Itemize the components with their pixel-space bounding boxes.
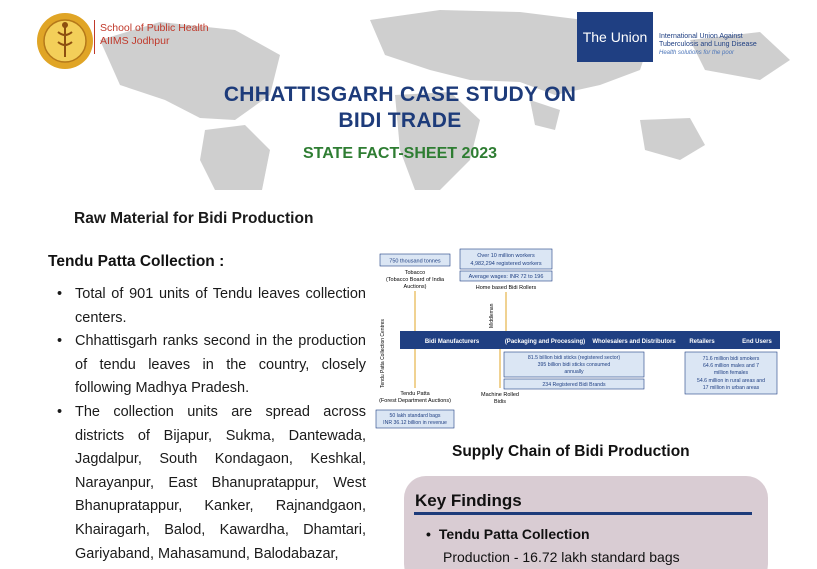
stage-manufacturers: Bidi Manufacturers xyxy=(424,339,480,345)
registered-brands: 234 Registered Bidi Brands xyxy=(542,382,606,388)
tendu-patta-label: Tendu Patta xyxy=(400,391,430,397)
header-banner xyxy=(0,0,817,190)
stage-end-users: End Users xyxy=(742,339,772,345)
machine-rolled-label: Machine Rolled xyxy=(481,392,519,398)
machine-rolled-label: Bidis xyxy=(494,399,506,405)
the-union-fullname xyxy=(659,33,789,57)
bullet-list xyxy=(54,283,366,566)
org-divider xyxy=(94,20,95,54)
bullet-item: • The collection units are spread across districts of Bijapur, Sukma, Dantewada, Jagdalpur, South Kondagaon, Keshkal, Narayanpur, East Bhanupratappur, West Bhanupratappur, Kanker, Rajnandgaon, Khairagarh, Balod, Kawardha, Dhamtari, Gariyaband, Mahasamund, Balodabazar, xyxy=(54,401,366,566)
section-heading: Raw Material for Bidi Production xyxy=(74,210,314,227)
bullet-item: • Total of 901 units of Tendu leaves collection centers. xyxy=(54,283,366,330)
sph-aiims-label xyxy=(100,22,209,48)
bullet-item: • Chhattisgarh ranks second in the production of tendu leaves in the country, closely following Madhya Pradesh. xyxy=(54,330,366,401)
aiims-logo xyxy=(36,12,94,70)
the-union-logo-text: The Union xyxy=(582,29,648,45)
registered-sticks: 81.5 billion bidi sticks (registered sector) xyxy=(527,355,621,361)
tendu-patta-label: (Forest Department Auctions) xyxy=(379,398,451,404)
page-title-line2: BIDI TRADE xyxy=(338,109,462,132)
section-subheading: Tendu Patta Collection : xyxy=(48,253,225,270)
bidi-smokers: 64.6 million males and 7 xyxy=(703,363,759,369)
stage-retailers: Retailers xyxy=(689,339,715,345)
tendu-revenue: INR 36.12 billion in revenue xyxy=(383,420,447,426)
tobacco-label: Tobacco xyxy=(404,270,426,276)
union-name-line2: Tuberculosis and Lung Disease xyxy=(659,41,757,48)
bidi-smokers: 54.6 million in rural areas and xyxy=(696,378,766,384)
supply-chain-diagram xyxy=(372,246,782,434)
registered-workers: 4,982,294 registered workers xyxy=(470,261,542,267)
key-findings-divider xyxy=(414,512,752,515)
page-subtitle: STATE FACT-SHEET 2023 xyxy=(302,145,498,162)
middleman-label: Middleman xyxy=(489,303,495,328)
stage-packaging: (Packaging and Processing) xyxy=(504,339,586,345)
bidi-smokers: 71.6 million bidi smokers xyxy=(702,356,760,362)
sph-name: School of Public Health xyxy=(100,22,209,34)
bidi-smokers: 17 million in urban areas xyxy=(702,385,760,391)
key-findings-title: Key Findings xyxy=(415,491,522,510)
union-name-line1: International Union Against xyxy=(659,33,743,40)
union-tagline: Health solutions for the poor xyxy=(659,50,735,56)
tobacco-volume: 750 thousand tonnes xyxy=(389,258,441,265)
tobacco-label: (Tobacco Board of India xyxy=(385,277,445,283)
standard-bags: 50 lakh standard bags xyxy=(389,413,441,419)
aiims-name: AIIMS Jodhpur xyxy=(100,35,170,47)
workers-count: Over 10 million workers xyxy=(477,253,535,259)
tobacco-label: Auctions) xyxy=(403,284,427,290)
bidi-rollers-label: Home based Bidi Rollers xyxy=(475,285,537,291)
the-union-logo xyxy=(577,12,653,62)
page-title xyxy=(150,82,650,134)
collection-centres-label: Tendu Patta Collection Centres xyxy=(380,319,386,388)
stage-wholesalers: Wholesalers and Distributors xyxy=(592,339,676,345)
key-findings-item: • Tendu Patta Collection xyxy=(426,526,590,542)
consumed-sticks: annually xyxy=(564,369,584,375)
consumed-sticks: 395 billion bidi sticks consumed xyxy=(537,362,611,368)
diagram-caption: Supply Chain of Bidi Production xyxy=(452,443,690,460)
key-findings-detail: Production - 16.72 lakh standard bags xyxy=(443,549,680,565)
bidi-smokers: million females xyxy=(713,370,749,376)
page-title-line1: CHHATTISGARH CASE STUDY ON xyxy=(223,83,577,106)
average-wages: Average wages: INR 72 to 196 xyxy=(468,274,544,280)
